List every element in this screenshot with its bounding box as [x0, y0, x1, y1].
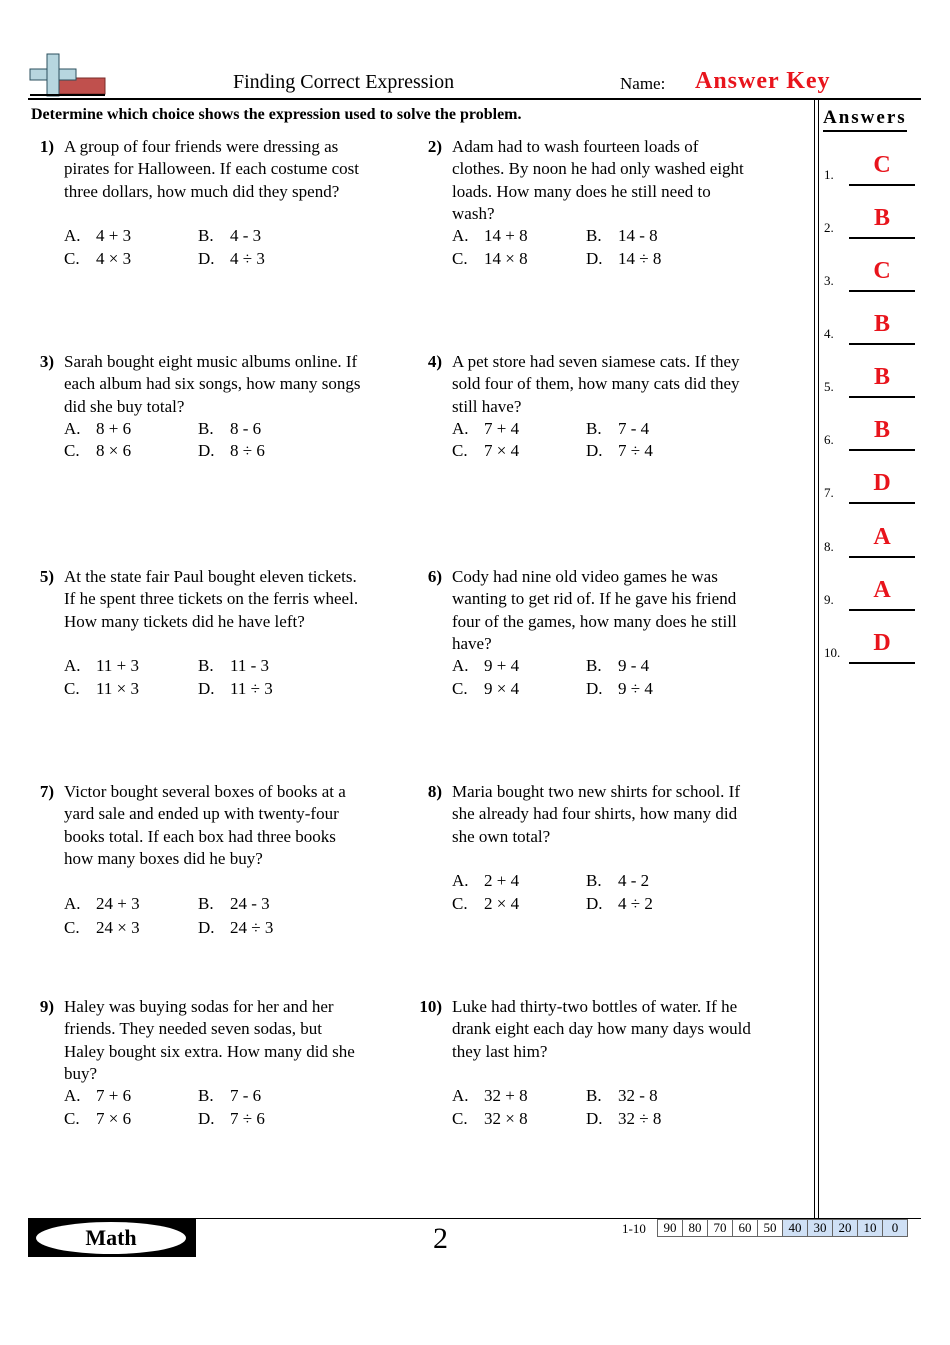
answer-blank-line: [849, 556, 915, 558]
choice-c: [452, 440, 519, 462]
choice-b: [586, 655, 649, 677]
score-cell: 60: [733, 1220, 758, 1237]
choice-expression: 32 ÷ 8: [618, 1108, 662, 1128]
answer-value: A: [873, 524, 891, 550]
answer-blank-line: [849, 449, 915, 451]
score-cell: 90: [658, 1220, 683, 1237]
answer-row: [824, 145, 920, 185]
answer-number: 9.: [824, 592, 834, 607]
choice-expression: 9 + 4: [484, 656, 520, 676]
choice-letter: C.: [64, 678, 80, 698]
problem-text: Victor bought several boxes of books at a yard sale and ended up with twenty-four books total. If each box had three books how many boxes did he buy?: [64, 782, 346, 868]
choice-expression: 14 - 8: [618, 226, 658, 246]
answer-value: B: [873, 205, 890, 231]
choice-expression: 4 × 3: [96, 248, 132, 268]
choice-d: [198, 248, 265, 270]
answer-row: [824, 410, 920, 450]
choice-c: [452, 1108, 528, 1130]
choice-letter: B.: [586, 226, 602, 246]
choice-d: [198, 917, 273, 939]
problem-number: 1): [39, 137, 54, 156]
answer-row: [824, 198, 920, 238]
score-cell: 70: [708, 1220, 733, 1237]
choice-d: [198, 1108, 265, 1130]
choice-c: [64, 917, 140, 939]
choice-letter: C.: [64, 441, 80, 461]
choice-letter: A.: [64, 1086, 81, 1106]
score-cell: 20: [833, 1220, 858, 1237]
answer-number: 2.: [824, 220, 834, 235]
answer-value: A: [873, 577, 891, 603]
problem-text: Cody had nine old video games he was wanting to get rid of. If he gave his friend four of the games, how many does he still have?: [452, 567, 737, 653]
choice-letter: C.: [452, 441, 468, 461]
choice-d: [586, 678, 653, 700]
choice-letter: D.: [198, 441, 215, 461]
score-cell: 30: [808, 1220, 833, 1237]
answer-value: D: [873, 470, 891, 496]
choice-c: [452, 893, 519, 915]
choice-expression: 11 + 3: [96, 656, 139, 676]
answers-divider: [814, 100, 815, 1218]
choice-a: [452, 870, 519, 892]
choice-expression: 7 - 4: [618, 418, 650, 438]
choice-d: [586, 440, 653, 462]
problem-number: 7): [39, 782, 54, 801]
answer-number: 7.: [824, 485, 834, 500]
choice-b: [198, 1085, 261, 1107]
choice-b: [586, 1085, 658, 1107]
choice-letter: D.: [586, 441, 603, 461]
answer-blank-line: [849, 662, 915, 664]
choice-c: [64, 440, 131, 462]
answer-blank-line: [849, 502, 915, 504]
answer-row: [824, 517, 920, 557]
choice-expression: 24 × 3: [96, 917, 140, 937]
choice-a: [64, 893, 140, 915]
choice-letter: A.: [452, 656, 469, 676]
choice-expression: 7 + 4: [484, 418, 520, 438]
choice-expression: 4 - 3: [230, 226, 262, 246]
choice-b: [198, 225, 261, 247]
choice-letter: C.: [452, 893, 468, 913]
choice-letter: B.: [586, 418, 602, 438]
problem-number: 2): [427, 137, 442, 156]
answer-number: 1.: [824, 167, 834, 182]
choice-b: [198, 418, 261, 440]
score-cell: 80: [683, 1220, 708, 1237]
choice-expression: 7 × 6: [96, 1108, 132, 1128]
choice-letter: B.: [198, 1086, 214, 1106]
page-title: Finding Correct Expression: [233, 71, 455, 93]
choice-d: [586, 893, 653, 915]
choice-expression: 7 ÷ 6: [230, 1108, 265, 1128]
choice-b: [586, 225, 658, 247]
answer-blank-line: [849, 343, 915, 345]
score-range-label: 1-10: [622, 1221, 646, 1236]
choice-letter: C.: [452, 1108, 468, 1128]
problem-text: Haley was buying sodas for her and her friends. They needed seven sodas, but Haley bought six extra. How many did she buy?: [64, 997, 355, 1083]
choice-expression: 4 - 2: [618, 871, 650, 891]
choice-a: [64, 418, 131, 440]
choice-expression: 14 ÷ 8: [618, 248, 662, 268]
choice-expression: 4 + 3: [96, 226, 132, 246]
choice-c: [64, 248, 131, 270]
choice-a: [64, 225, 131, 247]
choice-letter: A.: [64, 226, 81, 246]
choice-letter: B.: [198, 893, 214, 913]
choice-letter: D.: [198, 678, 215, 698]
answer-value: B: [873, 364, 890, 390]
choice-letter: B.: [586, 1086, 602, 1106]
problem-text: A pet store had seven siamese cats. If they sold four of them, how many cats did they still have?: [452, 352, 740, 416]
choice-d: [198, 678, 273, 700]
choice-letter: C.: [64, 1108, 80, 1128]
page-number: 2: [433, 1222, 448, 1255]
choice-expression: 4 ÷ 2: [618, 893, 653, 913]
choice-expression: 11 - 3: [230, 656, 270, 676]
answer-number: 8.: [824, 539, 834, 554]
choice-b: [198, 893, 270, 915]
choice-expression: 9 - 4: [618, 656, 650, 676]
answer-value: D: [873, 630, 891, 656]
choice-expression: 2 × 4: [484, 893, 520, 913]
choice-letter: B.: [586, 656, 602, 676]
answer-number: 5.: [824, 379, 834, 394]
answer-blank-line: [849, 396, 915, 398]
choice-c: [452, 678, 519, 700]
choice-b: [586, 870, 649, 892]
instructions: Determine which choice shows the expression used to solve the problem.: [31, 106, 522, 123]
answer-blank-line: [849, 290, 915, 292]
choice-a: [452, 655, 519, 677]
choice-expression: 32 × 8: [484, 1108, 528, 1128]
choice-a: [64, 1085, 131, 1107]
choice-expression: 4 ÷ 3: [230, 248, 265, 268]
choice-expression: 14 + 8: [484, 226, 528, 246]
answer-number: 4.: [824, 326, 834, 341]
choice-expression: 8 × 6: [96, 441, 132, 461]
choice-expression: 7 + 6: [96, 1086, 132, 1106]
choice-letter: B.: [586, 871, 602, 891]
choice-letter: D.: [198, 1108, 215, 1128]
name-label: Name:: [620, 74, 666, 93]
worksheet-logo-icon: [27, 52, 107, 102]
problem-number: 6): [427, 567, 442, 586]
choice-letter: A.: [452, 871, 469, 891]
choice-a: [452, 418, 519, 440]
score-cell: 0: [883, 1220, 908, 1237]
answer-blank-line: [849, 237, 915, 239]
problem-number: 5): [39, 567, 54, 586]
problem-number: 8): [427, 782, 442, 801]
answer-number: 6.: [824, 432, 834, 447]
answer-row: [824, 251, 920, 291]
choice-letter: A.: [64, 656, 81, 676]
choice-expression: 14 × 8: [484, 248, 528, 268]
answer-row: [824, 570, 920, 610]
problem-text: Adam had to wash fourteen loads of clothes. By noon he had only washed eight loads. How many does he still need to wash?: [452, 137, 744, 223]
choice-expression: 24 - 3: [230, 893, 270, 913]
choice-letter: B.: [198, 418, 214, 438]
choice-expression: 8 ÷ 6: [230, 441, 265, 461]
answer-key-label: Answer Key: [695, 68, 831, 94]
answer-row: [824, 357, 920, 397]
choice-expression: 7 × 4: [484, 441, 520, 461]
choice-letter: C.: [452, 248, 468, 268]
choice-expression: 7 ÷ 4: [618, 441, 653, 461]
choice-letter: B.: [198, 226, 214, 246]
choice-letter: C.: [452, 678, 468, 698]
answer-value: C: [873, 258, 891, 284]
answer-blank-line: [849, 184, 915, 186]
choice-b: [198, 655, 269, 677]
choice-expression: 8 + 6: [96, 418, 132, 438]
choice-letter: C.: [64, 917, 80, 937]
choice-letter: D.: [198, 248, 215, 268]
score-table: [657, 1219, 908, 1237]
header-divider: [28, 98, 921, 100]
choice-letter: A.: [452, 1086, 469, 1106]
answer-number: 10.: [824, 645, 841, 660]
choice-c: [452, 248, 528, 270]
problem-text: Sarah bought eight music albums online. If each album had six songs, how many songs did she buy total?: [64, 352, 361, 416]
choice-expression: 24 ÷ 3: [230, 917, 274, 937]
choice-letter: D.: [586, 1108, 603, 1128]
choice-letter: D.: [586, 893, 603, 913]
problem-number: 9): [39, 997, 54, 1016]
choice-letter: A.: [452, 418, 469, 438]
choice-expression: 32 + 8: [484, 1086, 528, 1106]
answer-row: [824, 304, 920, 344]
choice-expression: 32 - 8: [618, 1086, 658, 1106]
choice-expression: 11 × 3: [96, 678, 139, 698]
choice-expression: 7 - 6: [230, 1086, 262, 1106]
answer-value: B: [873, 311, 890, 337]
problem-number: 10): [419, 997, 442, 1016]
problem-number: 4): [427, 352, 442, 371]
answers-title: Answers: [823, 106, 907, 132]
choice-letter: B.: [198, 656, 214, 676]
answer-blank-line: [849, 609, 915, 611]
problem-text: Maria bought two new shirts for school. If she already had four shirts, how many did she own total?: [452, 782, 741, 846]
choice-letter: A.: [452, 226, 469, 246]
choice-b: [586, 418, 649, 440]
problem-number: 3): [39, 352, 54, 371]
problem-text: At the state fair Paul bought eleven tickets. If he spent three tickets on the ferris wheel. How many tickets did he have left?: [64, 567, 359, 631]
answer-value: B: [873, 417, 890, 443]
choice-d: [586, 1108, 661, 1130]
answer-number: 3.: [824, 273, 834, 288]
choice-a: [452, 1085, 528, 1107]
subject-badge: [28, 1219, 196, 1257]
choice-c: [64, 1108, 131, 1130]
choice-expression: 9 × 4: [484, 678, 520, 698]
problem-text: Luke had thirty-two bottles of water. If he drank eight each day how many days would they last him?: [452, 997, 751, 1061]
score-cell: 40: [783, 1220, 808, 1237]
choice-expression: 11 ÷ 3: [230, 678, 273, 698]
choice-c: [64, 678, 139, 700]
choice-letter: A.: [64, 893, 81, 913]
choice-letter: D.: [586, 678, 603, 698]
choice-letter: D.: [198, 917, 215, 937]
choice-d: [586, 248, 661, 270]
choice-letter: A.: [64, 418, 81, 438]
choice-letter: D.: [586, 248, 603, 268]
choice-expression: 24 + 3: [96, 893, 140, 913]
score-cell: 50: [758, 1220, 783, 1237]
choice-expression: 2 + 4: [484, 871, 520, 891]
choice-a: [64, 655, 139, 677]
problem-text: A group of four friends were dressing as pirates for Halloween. If each costume cost three dollars, how much did they spend?: [64, 137, 360, 201]
answer-row: [824, 463, 920, 503]
score-cell: 10: [858, 1220, 883, 1237]
choice-a: [452, 225, 528, 247]
choice-letter: C.: [64, 248, 80, 268]
choice-expression: 8 - 6: [230, 418, 262, 438]
answers-divider: [818, 100, 819, 1218]
subject-label: Math: [36, 1222, 186, 1254]
answer-value: C: [873, 152, 891, 178]
choice-d: [198, 440, 265, 462]
answer-row: [824, 623, 920, 663]
choice-expression: 9 ÷ 4: [618, 678, 653, 698]
